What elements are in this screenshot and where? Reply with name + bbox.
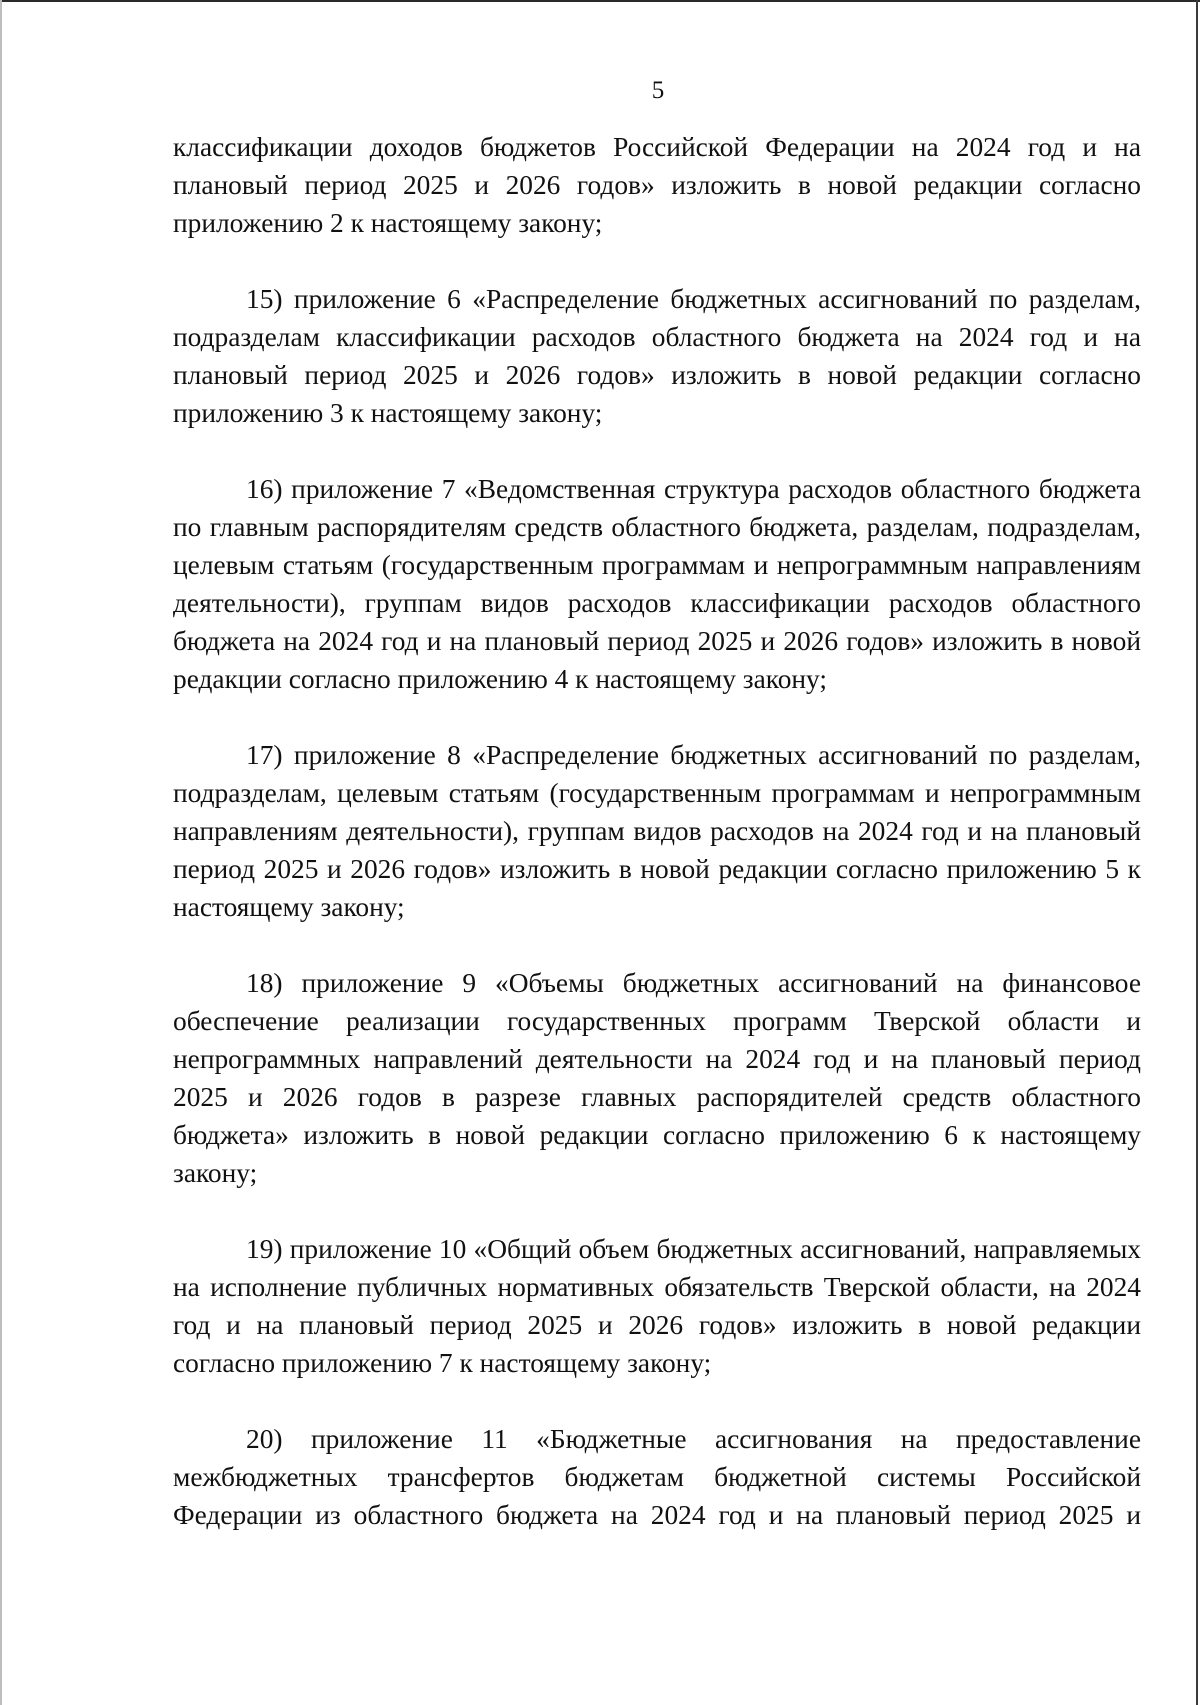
item-number: 15) — [246, 284, 283, 314]
item-text: приложение 7 «Ведомственная структура расходов областного бюджета по главным распорядителям средств областного бюджета, разделам, подразделам, целевым статьям (государственным программам и непрограммным направлениям деятельности), группам видов расходов классификации расходов областного бюджета на 2024 год и на плановый период 2025 и 2026 годов» изложить в новой редакции согласно приложению 4 к настоящему закону; — [173, 474, 1141, 694]
item-text: приложение 6 «Распределение бюджетных ассигнований по разделам, подразделам классификации расходов областного бюджета на 2024 год и на плановый период 2025 и 2026 годов» изложить в новой редакции согласно приложению 3 к настоящему закону; — [173, 284, 1141, 428]
page-right-edge — [1196, 0, 1198, 1705]
item-number: 17) — [246, 740, 283, 770]
item-text: приложение 8 «Распределение бюджетных ассигнований по разделам, подразделам, целевым статьям (государственным программам и непрограммным направлениям деятельности), группам видов расходов на 2024 год и на плановый период 2025 и 2026 годов» изложить в новой редакции согласно приложению 5 к настоящему закону; — [173, 740, 1141, 922]
item-number: 19) — [246, 1234, 283, 1264]
item-number: 20) — [246, 1424, 283, 1454]
item-text: приложение 11 «Бюджетные ассигнования на предоставление межбюджетных трансфертов бюджетам бюджетной системы Российской Федерации из областного бюджета на 2024 год и на плановый период 2025 и — [173, 1424, 1141, 1530]
item-number: 18) — [246, 968, 283, 998]
list-item-20 — [173, 1420, 1141, 1534]
list-item-17 — [173, 736, 1141, 926]
list-item-18 — [173, 964, 1141, 1192]
item-text: приложение 10 «Общий объем бюджетных ассигнований, направляемых на исполнение публичных нормативных обязательств Тверской области, на 2024 год и на плановый период 2025 и 2026 годов» изложить в новой редакции согласно приложению 7 к настоящему закону; — [173, 1234, 1141, 1378]
page-top-edge — [0, 0, 1200, 2]
item-text: приложение 9 «Объемы бюджетных ассигнований на финансовое обеспечение реализации государственных программ Тверской области и непрограммных направлений деятельности на 2024 год и на плановый период 2025 и 2026 годов в разрезе главных распорядителей средств областного бюджета» изложить в новой редакции согласно приложению 6 к настоящему закону; — [173, 968, 1141, 1188]
list-item-15 — [173, 280, 1141, 432]
list-item-16 — [173, 470, 1141, 698]
list-item-19 — [173, 1230, 1141, 1382]
paragraph-continuation: классификации доходов бюджетов Российской Федерации на 2024 год и на плановый период 2025 и 2026 годов» изложить в новой редакции согласно приложению 2 к настоящему закону; — [173, 132, 1141, 238]
document-body — [173, 128, 1141, 1534]
page-left-edge — [0, 0, 2, 1705]
page-number: 5 — [651, 77, 665, 104]
item-number: 16) — [246, 474, 283, 504]
